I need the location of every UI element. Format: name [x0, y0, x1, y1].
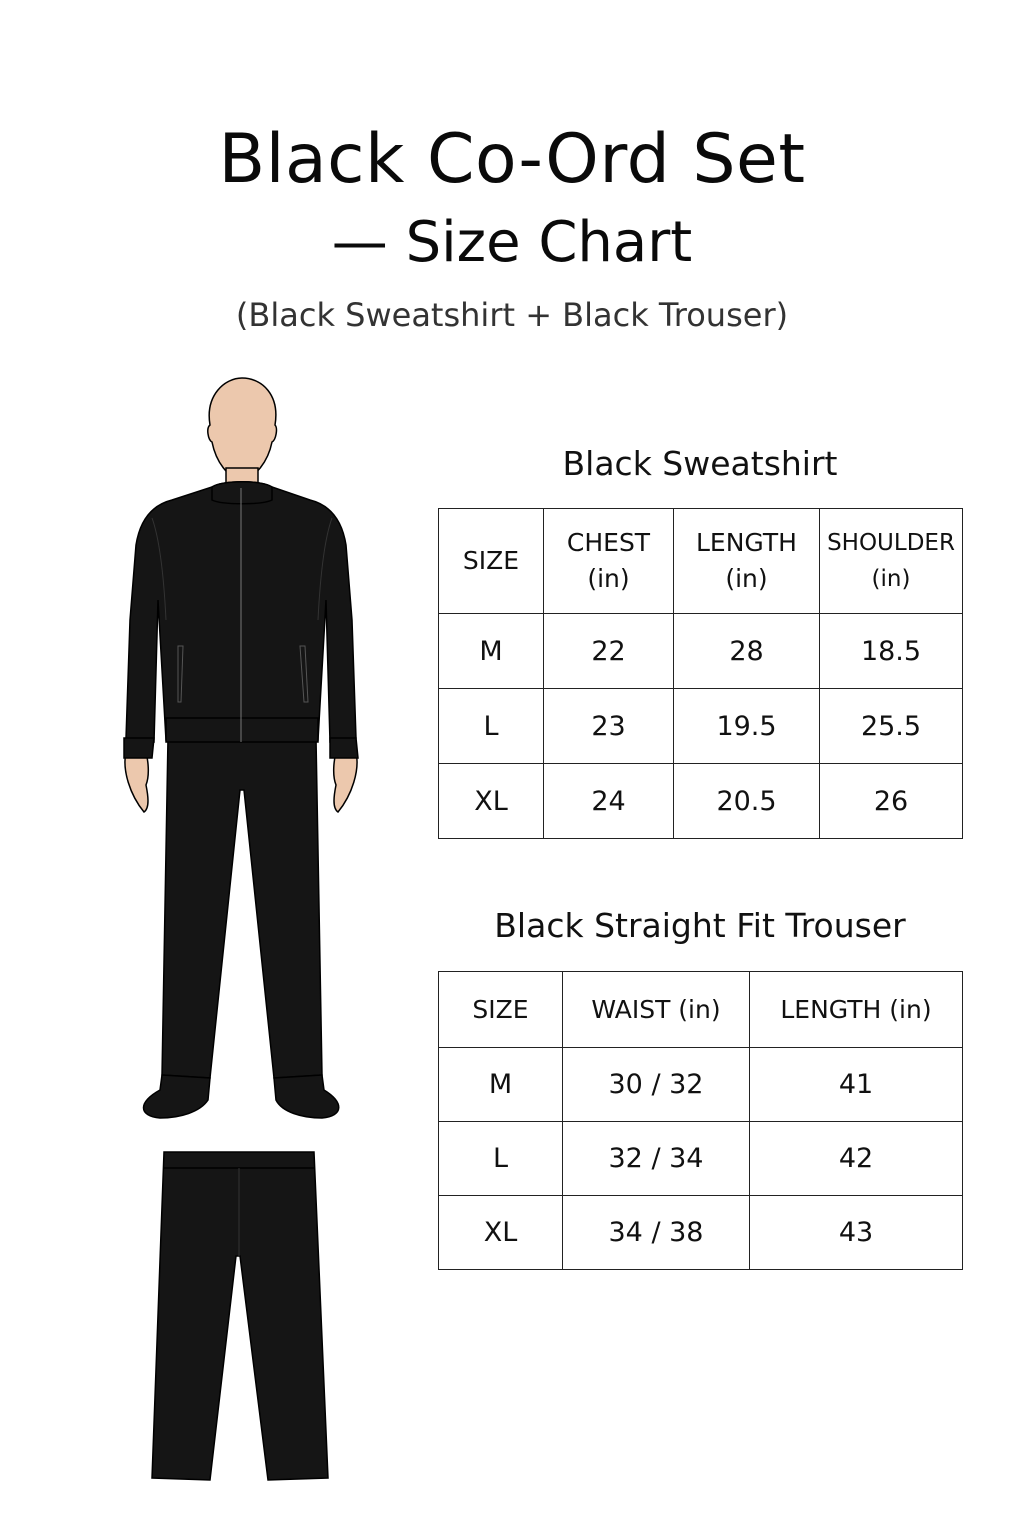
size-cell: M: [439, 1048, 563, 1122]
table-row: [439, 1196, 963, 1270]
page-title-secondary: — Size Chart: [331, 210, 693, 275]
model-illustration: [100, 370, 390, 1490]
size-cell: L: [439, 1122, 563, 1196]
shoulder-cell: 18.5: [820, 614, 963, 689]
length-cell: 41: [750, 1048, 963, 1122]
waist-cell: 30 / 32: [563, 1048, 750, 1122]
column-header-chest: CHEST (in): [544, 509, 674, 614]
column-header-length: LENGTH (in): [674, 509, 820, 614]
length-cell: 42: [750, 1122, 963, 1196]
column-header-length: LENGTH (in): [750, 972, 963, 1048]
chest-cell: 22: [544, 614, 674, 689]
sweatshirt-section-title: Black Sweatshirt: [562, 444, 838, 483]
table-row: [439, 1048, 963, 1122]
size-cell: L: [439, 689, 544, 764]
sweatshirt-size-table: [438, 508, 963, 839]
chest-cell: 24: [544, 764, 674, 839]
table-row: [439, 764, 963, 839]
length-cell: 19.5: [674, 689, 820, 764]
table-row: [439, 1122, 963, 1196]
column-header-waist: WAIST (in): [563, 972, 750, 1048]
page-subtitle: (Black Sweatshirt + Black Trouser): [235, 296, 789, 334]
column-header-size: SIZE: [439, 972, 563, 1048]
shoulder-cell: 26: [820, 764, 963, 839]
length-cell: 20.5: [674, 764, 820, 839]
chest-cell: 23: [544, 689, 674, 764]
page-title: Black Co-Ord Set: [218, 120, 806, 199]
shoulder-cell: 25.5: [820, 689, 963, 764]
trouser-flat-icon: [152, 1152, 328, 1480]
size-cell: M: [439, 614, 544, 689]
waist-cell: 32 / 34: [563, 1122, 750, 1196]
table-row: [439, 689, 963, 764]
trouser-size-table: [438, 971, 963, 1270]
table-header-row: [439, 509, 963, 614]
size-cell: XL: [439, 764, 544, 839]
length-cell: 43: [750, 1196, 963, 1270]
column-header-size: SIZE: [439, 509, 544, 614]
length-cell: 28: [674, 614, 820, 689]
table-row: [439, 614, 963, 689]
size-cell: XL: [439, 1196, 563, 1270]
table-header-row: [439, 972, 963, 1048]
column-header-shoulder: SHOULDER (in): [820, 509, 963, 614]
trouser-section-title: Black Straight Fit Trouser: [494, 906, 906, 945]
waist-cell: 34 / 38: [563, 1196, 750, 1270]
